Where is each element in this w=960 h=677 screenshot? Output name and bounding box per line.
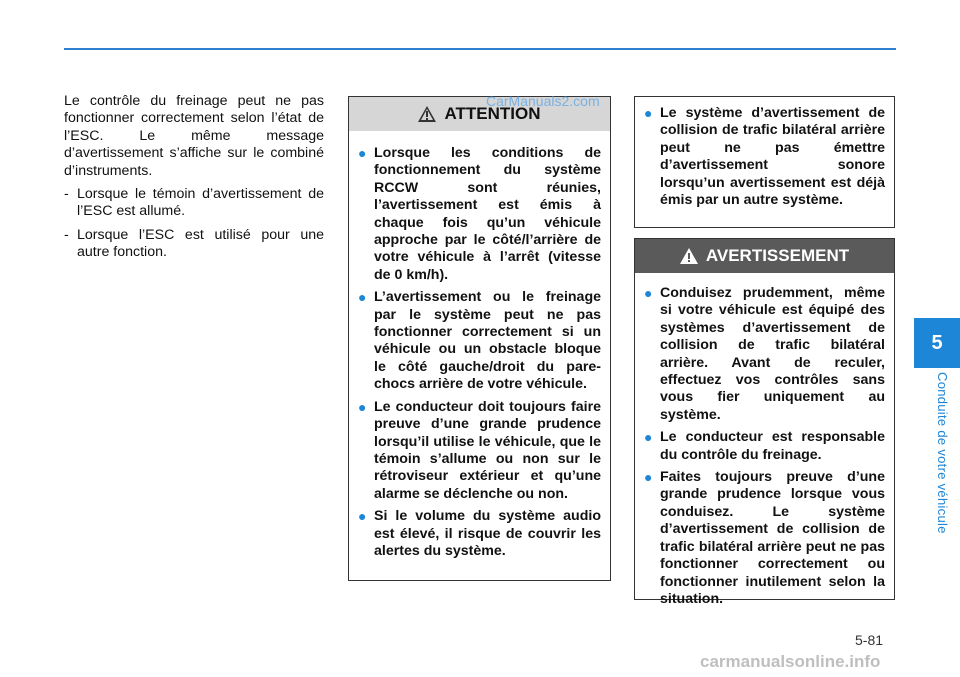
intro-paragraph: Le contrôle du freinage peut ne pas fonctionner correctement selon l’état de l’ESC. Le même message d’avertissement s’affiche sur le combiné d’instruments. — [64, 93, 324, 179]
list-item — [64, 227, 324, 262]
dash-marker: - — [64, 226, 69, 243]
attention-box — [348, 96, 611, 581]
watermark: CarManuals2.com — [486, 93, 600, 109]
attention-list — [349, 131, 610, 560]
bullet-text: Lorsque les conditions de fonctionnement du système RCCW sont réunies, l’avertissement est émis à chaque fois qu’un véhicule approche par le côté/l’arrière de votre véhicule à l’arrêt (vitesse de 0 km/h). — [374, 145, 601, 283]
list-item — [64, 186, 324, 221]
bullet-icon: ● — [358, 145, 367, 161]
warning-box — [634, 238, 895, 607]
top-rule — [64, 48, 896, 50]
bullet-icon: ● — [644, 105, 653, 121]
continued-list — [635, 97, 894, 209]
list-item — [644, 429, 885, 464]
continued-box — [634, 96, 895, 228]
bullet-icon: ● — [358, 289, 367, 306]
page-number: 5-81 — [855, 632, 884, 648]
chapter-title: Conduite de votre véhicule — [935, 372, 950, 534]
bullet-icon: ● — [358, 508, 367, 525]
list-item — [358, 289, 601, 393]
warning-triangle-icon — [680, 248, 698, 264]
list-item — [644, 469, 885, 608]
list-item — [644, 285, 885, 424]
bullet-text: Le conducteur est responsable du contrôle du freinage. — [660, 429, 885, 463]
bullet-icon: ● — [644, 285, 653, 301]
warning-header — [635, 239, 894, 273]
list-item-text: Lorsque l’ESC est utilisé pour une autre fonction. — [77, 226, 324, 261]
bullet-text: Faites toujours preuve d’une grande prudence lorsque vous conduisez. Le système d’avertissement de collision de trafic bilatéral arrière peut ne pas fonctionner correctement ou fonctionner inutilement selon la situation. — [660, 469, 885, 607]
warning-title: AVERTISSEMENT — [705, 246, 850, 265]
bullet-text: L’avertissement ou le freinage par le système peut ne pas fonctionner correctement si un véhicule ou un obstacle bloque le côté gauche/droit du pare-chocs arrière de votre véhicule. — [374, 289, 601, 393]
bullet-text: Si le volume du système audio est élevé, il risque de couvrir les alertes du système. — [374, 508, 601, 559]
list-item — [358, 145, 601, 284]
bullet-text: Le système d’avertissement de collision de trafic bilatéral arrière peut ne pas émettre d’avertissement sonore lorsqu’un avertissement est déjà émis par un autre système. — [660, 105, 885, 209]
list-item — [644, 105, 885, 209]
chapter-number-tab: 5 — [914, 318, 960, 368]
warning-triangle-icon — [418, 106, 436, 122]
bullet-text: Conduisez prudemment, même si votre véhicule est équipé des systèmes d’avertissement de collision de trafic bilatéral arrière. Avant de reculer, effectuez vos contrôles sans vous fier uniquement au système. — [660, 285, 885, 423]
footer-watermark: carmanualsonline.info — [700, 652, 881, 671]
list-item — [358, 508, 601, 560]
bullet-icon: ● — [358, 398, 367, 415]
left-column — [64, 93, 324, 268]
bullet-text: Le conducteur doit toujours faire preuve d’une grande prudence lorsqu’il utilise le véhicule, que le témoin s’allume ou non sur le rétroviseur extérieur et qu’une alarme se déclenche ou non. — [374, 398, 601, 502]
dash-marker: - — [64, 186, 69, 203]
warning-list — [635, 273, 894, 608]
list-item — [358, 399, 601, 503]
bullet-icon: ● — [644, 429, 653, 446]
bullet-icon: ● — [644, 469, 653, 486]
list-item-text: Lorsque le témoin d’avertissement de l’ESC est allumé. — [77, 186, 324, 220]
attention-title: ATTENTION — [444, 104, 541, 123]
